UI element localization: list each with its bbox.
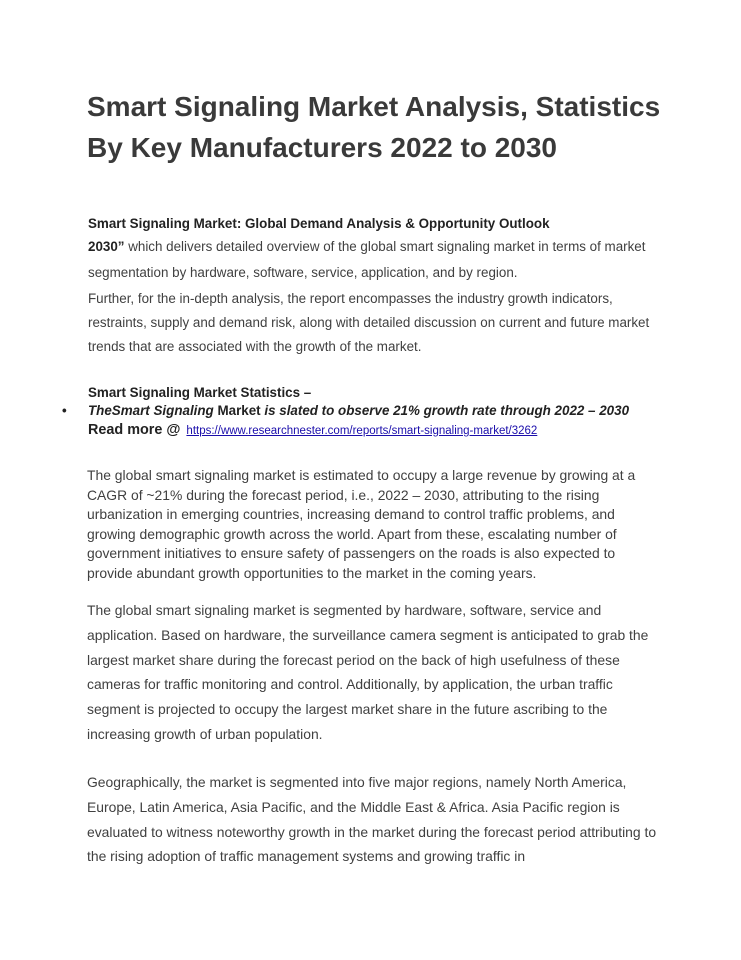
statistics-section xyxy=(62,384,648,440)
page-title: Smart Signaling Market Analysis, Statistics By Key Manufacturers 2022 to 2030 xyxy=(87,91,661,163)
intro-line xyxy=(88,234,653,286)
intro-description: which delivers detailed overview of the global smart signaling market in terms of market segmentation by hardware, software, service, application, and by region. xyxy=(88,239,646,280)
intro-paragraph: Further, for the in-depth analysis, the report encompasses the industry growth indicators, restraints, supply and demand risk, along with detailed discussion on current and future market trends that are associated with the growth of the market. xyxy=(88,291,650,354)
report-link[interactable]: https://www.researchnester.com/reports/smart-signaling-market/3262 xyxy=(186,425,538,437)
intro-year: 2030” xyxy=(88,239,125,254)
read-more-label: Read more @ xyxy=(88,422,181,438)
bullet-text-part1: TheSmart Signaling xyxy=(88,403,214,418)
bullet-text-part2: Market xyxy=(213,403,261,418)
body-paragraph-segmentation: The global smart signaling market is segmented by hardware, software, service and application. Based on hardware, the surveillance camera segment is anticipated to grab the largest market share during the forecast period on the back of high usefulness of these cameras for traffic monitoring and control. Additionally, by application, the urban traffic segment is projected to occupy the largest market share in the future ascribing to the increasing growth of urban population. xyxy=(87,602,649,742)
intro-section xyxy=(88,214,653,359)
read-more-line xyxy=(88,421,648,440)
intro-heading: Smart Signaling Market: Global Demand Analysis & Opportunity Outlook xyxy=(88,216,550,231)
bullet-marker: • xyxy=(62,403,67,418)
statistics-bullet-item xyxy=(62,402,648,420)
statistics-heading: Smart Signaling Market Statistics – xyxy=(88,385,312,400)
bullet-text-part3: is slated to observe 21% growth rate through 2022 – 2030 xyxy=(260,403,630,418)
body-paragraph-market-estimate: The global smart signaling market is estimated to occupy a large revenue by growing at a CAGR of ~21% during the forecast period, i.e., 2022 – 2030, attributing to the rising urbanization in emerging countries, increasing demand to control traffic problems, and growing demographic growth across the world. Apart from these, escalating number of government initiatives to ensure safety of passengers on the roads is also expected to provide abundant growth opportunities to the market in the coming years. xyxy=(87,467,636,581)
body-paragraph-geography: Geographically, the market is segmented into five major regions, namely North America, Europe, Latin America, Asia Pacific, and the Middle East & Africa. Asia Pacific region is evaluated to witness noteworthy growth in the market during the forecast period attributing to the rising adoption of traffic management systems and growing traffic in xyxy=(87,774,657,865)
